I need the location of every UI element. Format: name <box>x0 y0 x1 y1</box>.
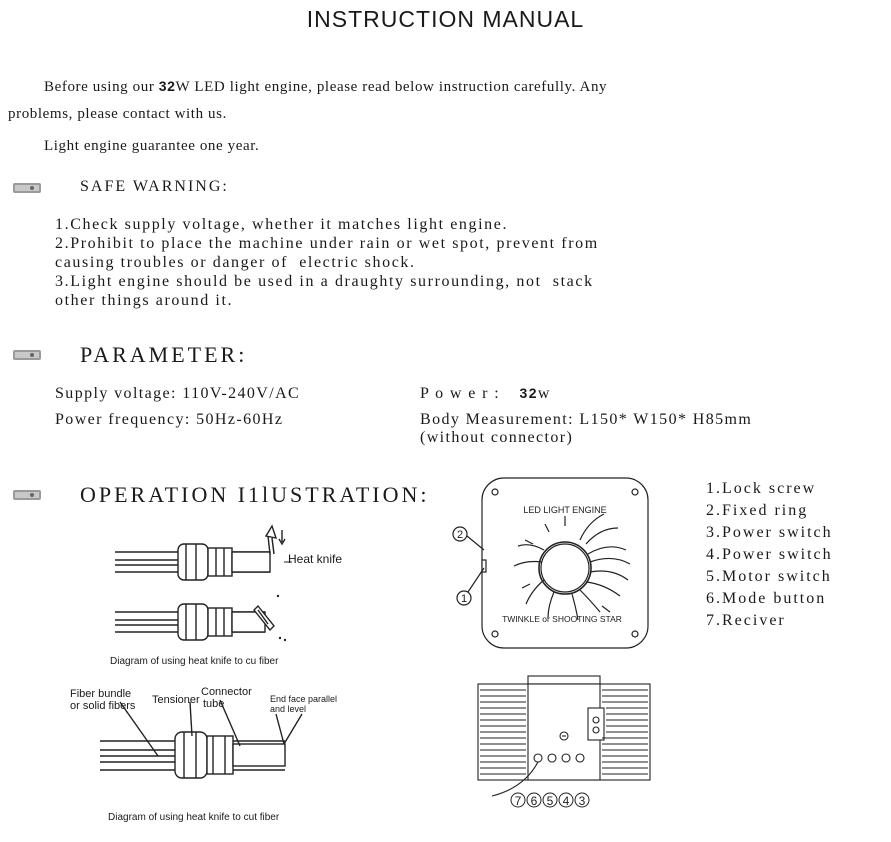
front-callout-2: 2 <box>456 529 464 541</box>
power-line <box>420 385 551 403</box>
intro-line-1 <box>44 78 607 96</box>
intro-prefix: Before using our <box>44 79 159 95</box>
intro-line-2: problems, please contact with us. <box>8 106 227 122</box>
legend-item: 1.Lock screw <box>706 480 817 497</box>
tensioner-label: Tensioner <box>152 694 200 706</box>
device-back-view <box>472 668 652 813</box>
legend-item: 5.Motor switch <box>706 568 832 585</box>
safe-warning-list <box>55 215 599 310</box>
front-callout-1: 1 <box>460 593 468 605</box>
back-callout-3: 3 <box>578 794 586 808</box>
caption-heat-knife-2: Diagram of using heat knife to cut fiber <box>108 812 280 823</box>
parameter-heading: PARAMETER: <box>80 342 248 367</box>
heat-knife-label: Heat knife <box>288 552 343 566</box>
warning-line: causing troubles or danger of electric shock. <box>55 254 416 271</box>
end-face-label <box>270 694 337 714</box>
warning-line: 3.Light engine should be used in a draughty surrounding, not stack <box>55 273 594 290</box>
page-title: INSTRUCTION MANUAL <box>306 6 585 32</box>
power-value: 32 <box>519 385 538 401</box>
front-top-text: LED LIGHT ENGINE <box>523 505 607 515</box>
warning-line: other things around it. <box>55 292 234 309</box>
power-unit: w <box>537 385 551 402</box>
back-callout-6: 6 <box>530 794 538 808</box>
parts-legend <box>706 478 833 632</box>
safe-warning-heading: SAFE WARNING: <box>80 178 229 195</box>
connector-line-1: Connector <box>201 686 252 698</box>
connector-line-2: tube <box>203 698 225 710</box>
heat-knife-diagram <box>100 522 360 652</box>
warning-line: 1.Check supply voltage, whether it matches light engine. <box>55 216 509 233</box>
power-frequency: Power frequency: 50Hz-60Hz <box>55 411 284 428</box>
guarantee-text: Light engine guarantee one year. <box>44 138 260 154</box>
operation-section-icon <box>12 487 42 501</box>
front-bottom-text: TWINKLE or SHOOTING STAR <box>502 614 622 624</box>
back-callout-5: 5 <box>546 794 554 808</box>
connector-tube-label <box>201 686 252 710</box>
parameter-section-icon <box>12 347 42 361</box>
legend-item: 3.Power switch <box>706 524 833 541</box>
intro-middle: W LED light engine, please read below instruction carefully. Any <box>175 79 608 95</box>
fiber-bundle-line-1: Fiber bundle <box>70 688 132 700</box>
without-connector: (without connector) <box>420 429 574 446</box>
power-label: P o w e r : <box>420 385 501 402</box>
back-callout-4: 4 <box>562 794 570 808</box>
legend-item: 7.Reciver <box>706 612 786 629</box>
fiber-bundle-label <box>70 688 135 712</box>
warning-line: 2.Prohibit to place the machine under rain or wet spot, prevent from <box>55 235 599 252</box>
fiber-bundle-line-2: or solid fibers <box>70 700 136 712</box>
end-face-line-1: End face parallel <box>270 694 338 704</box>
device-front-view <box>440 472 655 657</box>
legend-item: 2.Fixed ring <box>706 502 809 519</box>
legend-item: 6.Mode button <box>706 590 827 607</box>
intro-wattage: 32 <box>158 78 176 94</box>
supply-voltage: Supply voltage: 110V-240V/AC <box>55 385 301 402</box>
legend-item: 4.Power switch <box>706 546 833 563</box>
caption-heat-knife-1: Diagram of using heat knife to cu fiber <box>110 656 279 667</box>
end-face-line-2: and level <box>270 704 307 714</box>
body-measurement: Body Measurement: L150* W150* H85mm <box>420 411 753 428</box>
back-callout-7: 7 <box>514 794 522 808</box>
operation-heading: OPERATION I1lUSTRATION: <box>80 482 430 507</box>
warning-section-icon <box>12 180 42 194</box>
